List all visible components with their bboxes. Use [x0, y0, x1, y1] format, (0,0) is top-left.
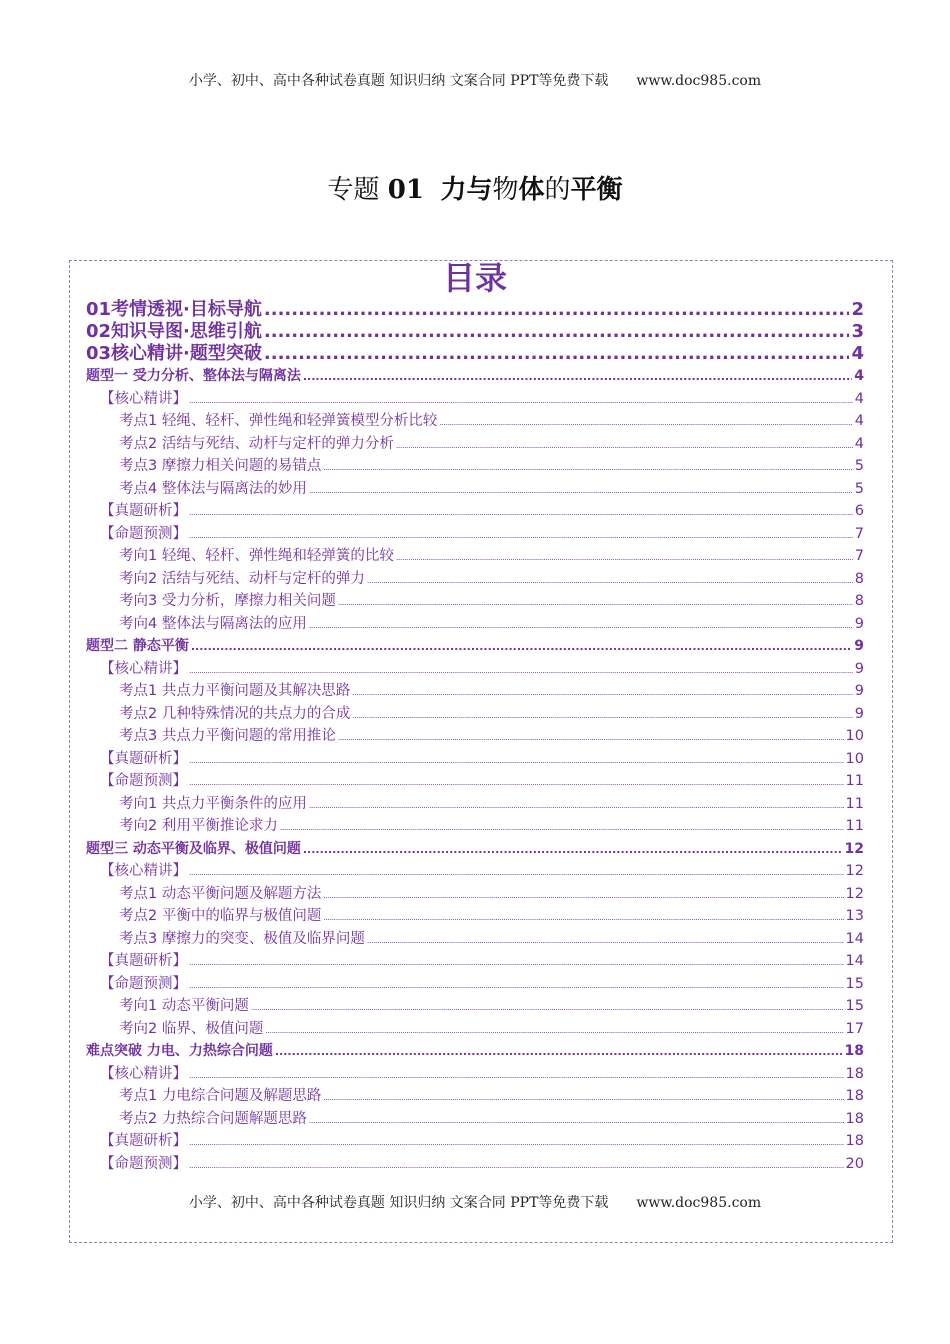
toc-heading: 目录	[442, 259, 507, 297]
toc-entry[interactable]	[86, 523, 864, 546]
header-site-link[interactable]: www.doc985.com	[636, 73, 762, 89]
page-footer	[0, 1192, 950, 1212]
toc-entry-page: 18	[845, 1065, 864, 1082]
toc-leader-dots	[309, 615, 853, 638]
toc-entry-page: 9	[854, 615, 864, 632]
page-header	[0, 70, 950, 90]
toc-leader-dots	[367, 570, 853, 593]
toc-entry-page: 2	[851, 299, 864, 320]
toc-entry-label: 01考情透视·目标导航	[86, 299, 262, 320]
toc-entry[interactable]	[86, 1063, 864, 1086]
toc-leader-dots	[189, 862, 844, 885]
toc-leader-dots	[264, 321, 850, 343]
title-part4: 的	[544, 175, 571, 205]
toc-leader-dots	[189, 750, 844, 773]
toc-entry-label: 【真题研析】	[100, 1133, 187, 1149]
toc-entry-page: 9	[854, 705, 864, 722]
footer-site-link[interactable]: www.doc985.com	[636, 1195, 762, 1211]
toc-leader-dots	[367, 930, 844, 953]
toc-entry-label: 考向4 整体法与隔离法的应用	[119, 615, 307, 632]
toc-entry-page: 12	[844, 840, 864, 857]
toc-entry[interactable]	[86, 703, 864, 726]
toc-leader-dots	[303, 366, 852, 389]
toc-leader-dots	[338, 592, 853, 615]
toc-entry[interactable]	[86, 635, 864, 658]
title-part3: 体	[518, 175, 545, 205]
header-text: 小学、初中、高中各种试卷真题 知识归纳 文案合同 PPT等免费下载	[188, 73, 609, 89]
toc-entry[interactable]	[86, 455, 864, 478]
toc-entry[interactable]	[86, 321, 864, 343]
toc-entry-label: 【命题预测】	[100, 773, 187, 789]
table-of-contents	[86, 299, 864, 1175]
toc-entry[interactable]	[86, 793, 864, 816]
toc-leader-dots	[352, 705, 852, 728]
toc-leader-dots	[189, 525, 853, 548]
toc-leader-dots	[251, 997, 844, 1020]
toc-entry-label: 【核心精讲】	[100, 863, 187, 879]
toc-leader-dots	[189, 975, 844, 998]
toc-entry-page: 8	[854, 593, 864, 609]
toc-entry-label: 考点4 整体法与隔离法的妙用	[119, 480, 307, 497]
toc-entry-page: 17	[845, 1020, 864, 1037]
toc-entry-page: 18	[845, 1110, 864, 1127]
toc-entry[interactable]	[86, 365, 864, 388]
toc-entry-page: 10	[845, 728, 864, 744]
toc-entry-page: 7	[854, 525, 864, 542]
toc-leader-dots	[323, 907, 843, 930]
footer-text: 小学、初中、高中各种试卷真题 知识归纳 文案合同 PPT等免费下载	[188, 1195, 609, 1211]
toc-entry[interactable]	[86, 950, 864, 973]
toc-entry-page: 12	[845, 863, 864, 879]
toc-leader-dots	[352, 682, 852, 705]
toc-entry-label: 考点3 共点力平衡问题的常用推论	[119, 728, 336, 744]
toc-leader-dots	[309, 480, 853, 503]
toc-entry-label: 【命题预测】	[100, 975, 187, 992]
toc-leader-dots	[396, 547, 853, 570]
toc-leader-dots	[189, 1155, 844, 1178]
toc-entry[interactable]	[86, 590, 864, 613]
toc-leader-dots	[303, 839, 843, 862]
toc-entry[interactable]	[86, 748, 864, 771]
title-part2: 物	[492, 175, 519, 205]
toc-leader-dots	[189, 952, 844, 975]
toc-entry[interactable]	[86, 388, 864, 411]
toc-entry-page: 12	[845, 885, 864, 902]
toc-entry-page: 18	[845, 1133, 864, 1149]
toc-entry-page: 20	[845, 1155, 864, 1172]
toc-entry-page: 9	[854, 683, 864, 699]
toc-entry[interactable]	[86, 860, 864, 883]
toc-entry-page: 8	[854, 570, 864, 587]
toc-entry[interactable]	[86, 410, 864, 433]
toc-entry[interactable]	[86, 725, 864, 748]
toc-entry-label: 考向3 受力分析，摩擦力相关问题	[119, 593, 336, 609]
toc-entry-page: 13	[845, 908, 864, 924]
toc-entry-page: 6	[854, 503, 864, 519]
title-part5: 平衡	[570, 175, 623, 205]
toc-entry-label: 考点2 几种特殊情况的共点力的合成	[119, 705, 351, 722]
toc-entry-page: 9	[854, 660, 864, 677]
toc-entry[interactable]	[86, 770, 864, 793]
toc-leader-dots	[309, 795, 844, 818]
title-number: 01	[387, 175, 424, 205]
toc-entry[interactable]	[86, 928, 864, 951]
toc-leader-dots	[189, 1065, 844, 1088]
toc-entry-label: 考向2 利用平衡推论求力	[119, 818, 278, 834]
toc-entry-label: 考点1 动态平衡问题及解题方法	[119, 885, 322, 902]
toc-entry-label: 考点1 力电综合问题及解题思路	[119, 1088, 322, 1104]
toc-leader-dots	[396, 435, 853, 458]
toc-entry-page: 9	[854, 638, 864, 654]
toc-entry[interactable]	[86, 1130, 864, 1153]
toc-entry-page: 14	[845, 930, 864, 947]
toc-entry[interactable]	[86, 545, 864, 568]
toc-entry-page: 4	[854, 390, 864, 407]
toc-entry[interactable]	[86, 680, 864, 703]
toc-leader-dots	[280, 817, 844, 840]
toc-entry-label: 【命题预测】	[100, 525, 187, 542]
toc-entry-page: 18	[845, 1088, 864, 1104]
toc-entry-label: 03核心精讲·题型突破	[86, 343, 262, 364]
toc-leader-dots	[264, 299, 850, 321]
toc-entry[interactable]	[86, 613, 864, 636]
toc-leader-dots	[275, 1041, 843, 1064]
toc-leader-dots	[189, 390, 853, 413]
toc-entry-page: 7	[854, 548, 864, 564]
toc-entry-label: 考向1 共点力平衡条件的应用	[119, 795, 307, 812]
toc-entry[interactable]	[86, 1040, 864, 1063]
toc-entry-label: 02知识导图·思维引航	[86, 321, 262, 342]
title-prefix: 专题	[327, 175, 380, 205]
toc-entry-label: 考点1 轻绳、轻杆、弹性绳和轻弹簧模型分析比较	[119, 413, 438, 429]
toc-leader-dots	[191, 636, 852, 659]
toc-leader-dots	[439, 412, 852, 435]
toc-entry-label: 考点1 共点力平衡问题及其解决思路	[119, 683, 351, 699]
toc-entry-page: 15	[845, 998, 864, 1014]
toc-entry-label: 题型一 受力分析、整体法与隔离法	[86, 368, 301, 384]
toc-entry[interactable]	[86, 343, 864, 365]
toc-entry[interactable]	[86, 815, 864, 838]
toc-entry[interactable]	[86, 1153, 864, 1176]
toc-leader-dots	[309, 1110, 844, 1133]
toc-leader-dots	[265, 1020, 843, 1043]
toc-entry[interactable]	[86, 478, 864, 501]
toc-entry[interactable]	[86, 568, 864, 591]
toc-entry-label: 考点2 活结与死结、动杆与定杆的弹力分析	[119, 435, 394, 452]
toc-entry[interactable]	[86, 658, 864, 681]
toc-entry[interactable]	[86, 883, 864, 906]
toc-leader-dots	[189, 660, 853, 683]
toc-entry-page: 4	[854, 413, 864, 429]
toc-entry-label: 【核心精讲】	[100, 1065, 187, 1082]
toc-entry-page: 3	[851, 321, 864, 342]
toc-leader-dots	[323, 1087, 843, 1110]
toc-entry-label: 【核心精讲】	[100, 390, 187, 407]
toc-entry-label: 考向2 活结与死结、动杆与定杆的弹力	[119, 570, 365, 587]
toc-leader-dots	[189, 772, 844, 795]
toc-leader-dots	[189, 1132, 844, 1155]
toc-entry-page: 4	[854, 435, 864, 452]
toc-entry-page: 5	[854, 458, 864, 474]
toc-entry-page: 4	[854, 368, 864, 384]
toc-entry-page: 10	[845, 750, 864, 767]
toc-leader-dots	[264, 343, 850, 365]
title-part1: 力与	[440, 175, 493, 205]
toc-entry-label: 难点突破 力电、力热综合问题	[86, 1043, 273, 1059]
toc-entry-page: 5	[854, 480, 864, 497]
toc-entry-page: 11	[845, 795, 864, 812]
toc-entry[interactable]	[86, 1085, 864, 1108]
toc-entry-label: 考点2 力热综合问题解题思路	[119, 1110, 307, 1127]
toc-entry-page: 18	[844, 1043, 864, 1059]
toc-leader-dots	[338, 727, 844, 750]
toc-entry-label: 考点3 摩擦力的突变、极值及临界问题	[119, 930, 365, 947]
toc-entry-label: 考向1 动态平衡问题	[119, 998, 249, 1014]
toc-entry-label: 题型三 动态平衡及临界、极值问题	[86, 840, 301, 857]
toc-entry-label: 考向1 轻绳、轻杆、弹性绳和轻弹簧的比较	[119, 548, 394, 564]
toc-entry-label: 【命题预测】	[100, 1155, 187, 1172]
toc-entry[interactable]	[86, 995, 864, 1018]
toc-entry[interactable]	[86, 838, 864, 861]
toc-entry-label: 题型二 静态平衡	[86, 638, 189, 654]
toc-leader-dots	[189, 502, 853, 525]
toc-entry-label: 考点2 平衡中的临界与极值问题	[119, 908, 322, 924]
toc-entry-label: 【真题研析】	[100, 953, 187, 969]
toc-entry[interactable]	[86, 1108, 864, 1131]
toc-entry[interactable]	[86, 500, 864, 523]
toc-entry-label: 【真题研析】	[100, 503, 187, 519]
toc-leader-dots	[323, 457, 852, 480]
toc-entry-label: 【核心精讲】	[100, 660, 187, 677]
toc-entry[interactable]	[86, 433, 864, 456]
toc-entry-page: 11	[845, 818, 864, 834]
document-title	[0, 170, 950, 210]
toc-entry-label: 【真题研析】	[100, 750, 187, 767]
toc-entry-label: 考向2 临界、极值问题	[119, 1020, 264, 1037]
toc-leader-dots	[323, 885, 843, 908]
toc-entry-page: 15	[845, 975, 864, 992]
toc-entry-page: 14	[845, 953, 864, 969]
toc-entry[interactable]	[86, 905, 864, 928]
toc-entry[interactable]	[86, 973, 864, 996]
toc-entry-label: 考点3 摩擦力相关问题的易错点	[119, 458, 322, 474]
toc-entry-page: 11	[845, 773, 864, 789]
toc-entry-page: 4	[851, 343, 864, 364]
toc-entry[interactable]	[86, 299, 864, 321]
toc-entry[interactable]	[86, 1018, 864, 1041]
